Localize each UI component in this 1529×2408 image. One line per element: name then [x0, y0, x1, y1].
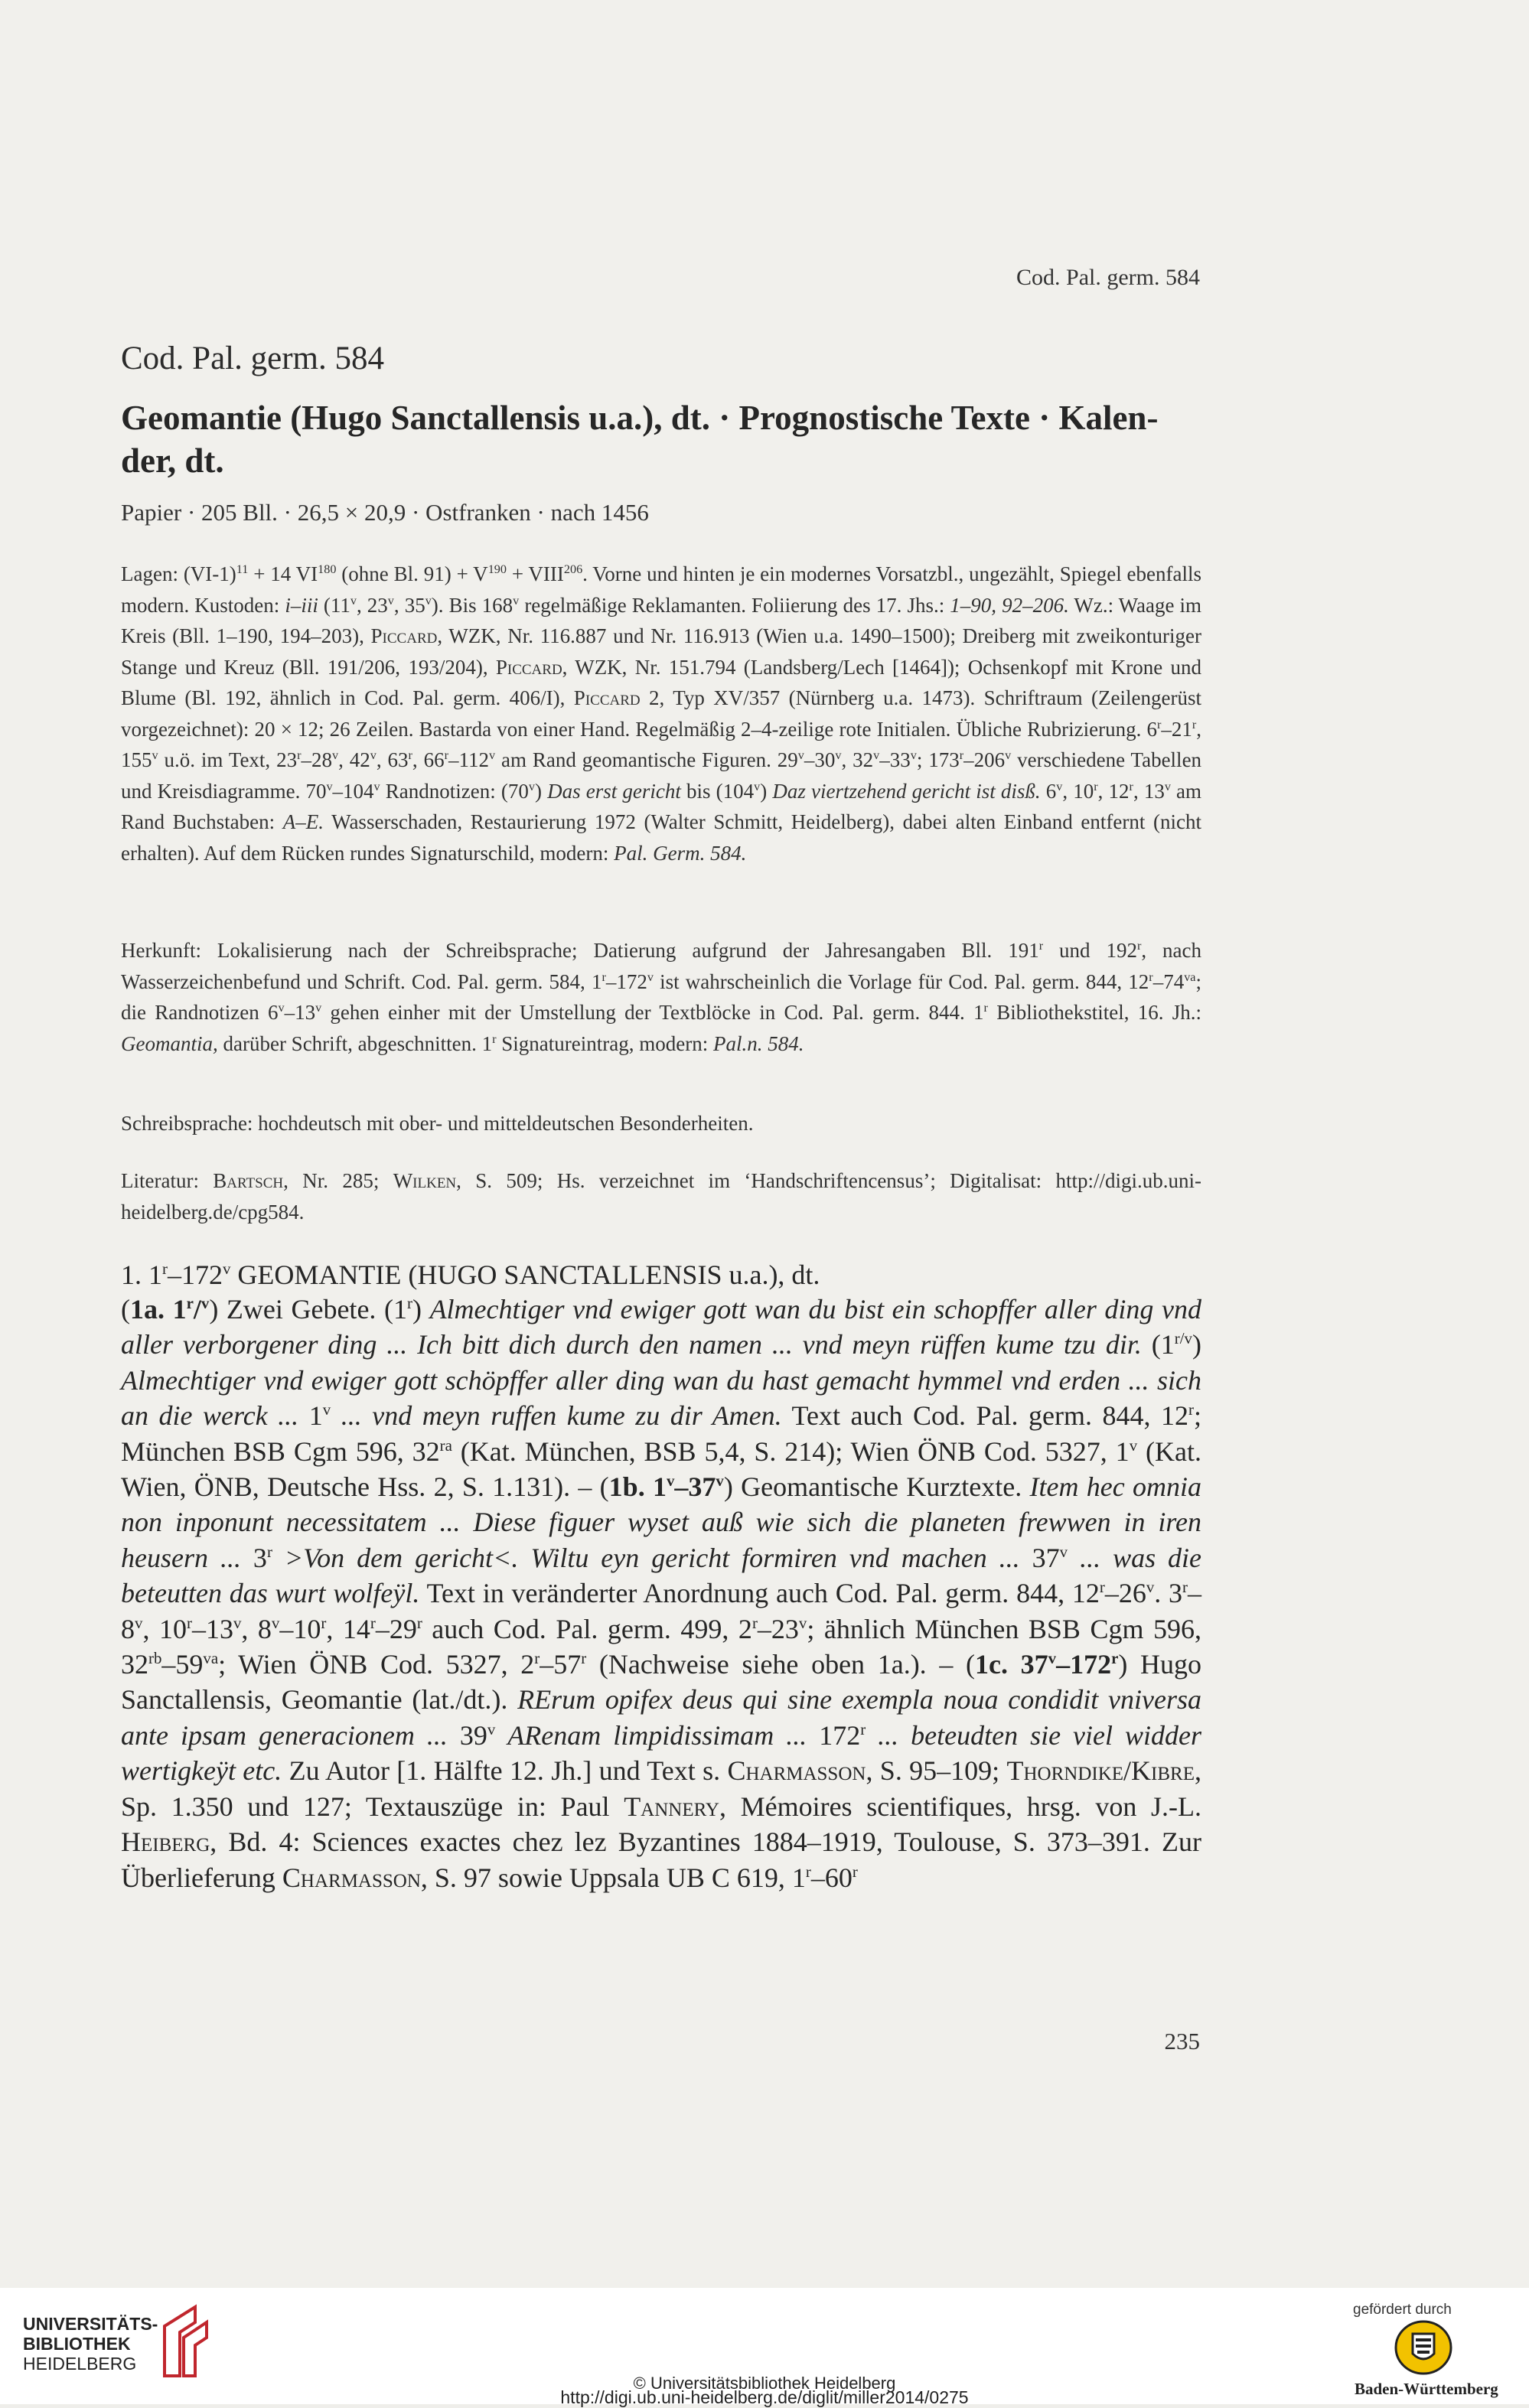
running-head: Cod. Pal. germ. 584 — [1016, 265, 1200, 290]
physical-description: Papier · 205 Bll. · 26,5 × 20,9 · Ostfranken · nach 1456 — [121, 499, 649, 526]
content-body: (1a. 1$^r$/$^v$) Zwei Gebete. (1$^r$) Almechtiger vnd ewiger gott wan du bist ein schopffer aller ding vnd aller verborgener ding ... Ich bitt dich durch den namen ... vnd meyn rüffen kume tzu dir. $(1^{r/v})$ Almechtiger vnd ewiger gott schöpffer aller ding wan du hast gemacht hymmel vnd erden ... sich an die werck ... 1$^v$ ... vnd meyn ruffen kume zu dir Amen. Text auch Cod. Pal. germ. 844, 12$^r$; München BSB Cgm 596, $32^{ra}$ (Kat. München, BSB 5,4, S. 214); Wien ÖNB Cod. 5327, 1$^v$ (Kat. Wien, ÖNB, Deutsche Hss. 2, S. 1.131). – (1b. 1$^v$–37$^v$) Geomantische Kurztexte. Item hec omnia non inponunt necessitatem ... Diese figuer wyset auß wie sich die planeten frewwen in iren heusern ... 3$^r$ >Von dem gericht<. Wiltu eyn gericht formiren vnd machen ... 37$^v$ ... was die beteutten das wurt wolfeÿl. Text in veränderter Anordnung auch Cod. Pal. germ. 844, 12$^r$–26$^v$. 3$^r$–8$^v$, 10$^r$–13$^v$, 8$^v$–10$^r$, 14$^r$–29$^r$ auch Cod. Pal. germ. 499, 2$^r$–23$^v$; ähnlich München BSB Cgm 596, $32^{rb}-59^{va}$; Wien ÖNB Cod. 5327, 2$^r$–57$^r$ (Nachweise siehe oben 1a.). – (1c. 37$^v$–172$^r$) Hugo Sanctallensis, Geomantie (lat./dt.). RErum opifex deus qui sine exempla noua condidit vniversa ante ipsam generacionem ... 39$^v$ ARenam limpidissimam ... 172$^r$ ... beteudten sie viel widder wertigkeÿt etc. Zu Autor [1. Hälfte 12. Jh.] und Text s. Charmasson, S. 95–109; Thorndike/Kibre, Sp. 1.350 und 127; Textauszüge in: Paul Tannery, Mémoires scientifiques, hrsg. von J.-L. Heiberg, Bd. 4: Sciences exactes chez lez Byzantines 1884–1919, Toulouse, S. 373–391. Zur Überlieferung Charmasson, S. 97 sowie Uppsala UB C 619, 1$^r$–60$^r$ — [121, 1294, 1202, 1893]
funder-name: Baden-Württemberg — [1355, 2380, 1498, 2398]
schreibsprache-paragraph: Schreibsprache: hochdeutsch mit ober- und mitteldeutschen Besonderheiten. — [121, 1112, 754, 1135]
content-heading: 1. 1$^r$–172$^v$ GEOMANTIE (HUGO SANCTALLENSIS u.a.), dt. — [121, 1259, 820, 1290]
copyright-line: © Universitätsbibliothek Heidelberg — [633, 2374, 896, 2393]
shelfmark-title: Cod. Pal. germ. 584 — [121, 341, 384, 376]
baden-wuerttemberg-crest-icon — [1393, 2318, 1454, 2380]
library-logo-icon — [153, 2303, 214, 2384]
library-logo-line3: HEIDELBERG — [23, 2354, 137, 2374]
funder-label: gefördert durch — [1353, 2302, 1452, 2318]
page-number: 235 — [1164, 2028, 1200, 2054]
herkunft-paragraph: Herkunft: Lokalisierung nach der Schreibsprache; Datierung aufgrund der Jahresangaben Bll. 191$^r$ und 192$^r$, nach Wasserzeichenbefund und Schrift. Cod. Pal. germ. 584, 1$^r$–172$^v$ ist wahrscheinlich die Vorlage für Cod. Pal. germ. 844, $12^r-74^{va}$; die Randnotizen 6$^v$–13$^v$ gehen einher mit der Umstellung der Textblöcke in Cod. Pal. germ. 844. 1$^r$ Bibliothekstitel, 16. Jh.: Geomantia, darüber Schrift, abgeschnitten. 1$^r$ Signatureintrag, modern: Pal.n. 584. — [121, 939, 1202, 1055]
source-url-link[interactable]: http://digi.ub.uni-heidelberg.de/diglit/miller2014/0275 — [560, 2387, 969, 2407]
library-logo-line2: BIBLIOTHEK — [23, 2334, 131, 2354]
lagen-paragraph: Lagen: $(VI-1)^{11} + 14$ VI$^{180}$ (ohne Bl. $91) + V^{190}$ + $VIII^{206}$. Vorne und hinten je ein modernes Vorsatzbl., ungezählt, Spiegel ebenfalls modern. Kustoden: i–iii (11$^v$, 23$^v$, 35$^v$). Bis 168$^v$ regelmäßige Reklamanten. Foliierung des 17. Jhs.: 1–90, 92–206. Wz.: Waage im Kreis (Bll. 1–190, 194–203), Piccard, WZK, Nr. 116.887 und Nr. 116.913 (Wien u.a. 1490–1500); Dreiberg mit zweikonturiger Stange und Kreuz (Bll. 191/206, 193/204), Piccard, WZK, Nr. 151.794 (Landsberg/Lech [1464]); Ochsenkopf mit Krone und Blume (Bl. 192, ähnlich in Cod. Pal. germ. 406/I), Piccard 2, Typ XV/357 (Nürnberg u.a. 1473). Schriftraum (Zeilengerüst vorgezeichnet): 20 × 12; 26 Zeilen. Bastarda von einer Hand. Regelmäßig 2–4-zeilige rote Initialen. Übliche Rubrizierung. 6$^r$–21$^r$, 155$^v$ u.ö. im Text, 23$^r$–28$^v$, 42$^v$, 63$^r$, 66$^r$–112$^v$ am Rand geomantische Figuren. 29$^v$–30$^v$, 32$^v$–33$^v$; 173$^r$–206$^v$ verschiedene Tabellen und Kreisdiagramme. 70$^v$–104$^v$ Randnotizen: (70$^v$) Das erst gericht bis (104$^v$) Daz viertzehend gericht ist disß. 6$^v$, 10$^r$, 12$^r$, 13$^v$ am Rand Buchstaben: A–E. Wasserschaden, Restaurierung 1972 (Walter Schmitt, Heidelberg), dabei alten Einband entfernt (nicht erhalten). Auf dem Rücken rundes Signaturschild, modern: Pal. Germ. 584. — [121, 562, 1202, 865]
literatur-paragraph: Literatur: Bartsch, Nr. 285; Wilken, S. 509; Hs. verzeichnet im ‘Handschriftencensus’; Digitalisat: http://digi.ub.uni-heidelberg.de/cpg584. — [121, 1169, 1201, 1224]
library-logo-line1: UNIVERSITÄTS- — [23, 2314, 158, 2334]
manuscript-title: Geomantie (Hugo Sanctallensis u.a.), dt. · Prognostische Texte · Kalen- der, dt. — [121, 399, 1159, 480]
